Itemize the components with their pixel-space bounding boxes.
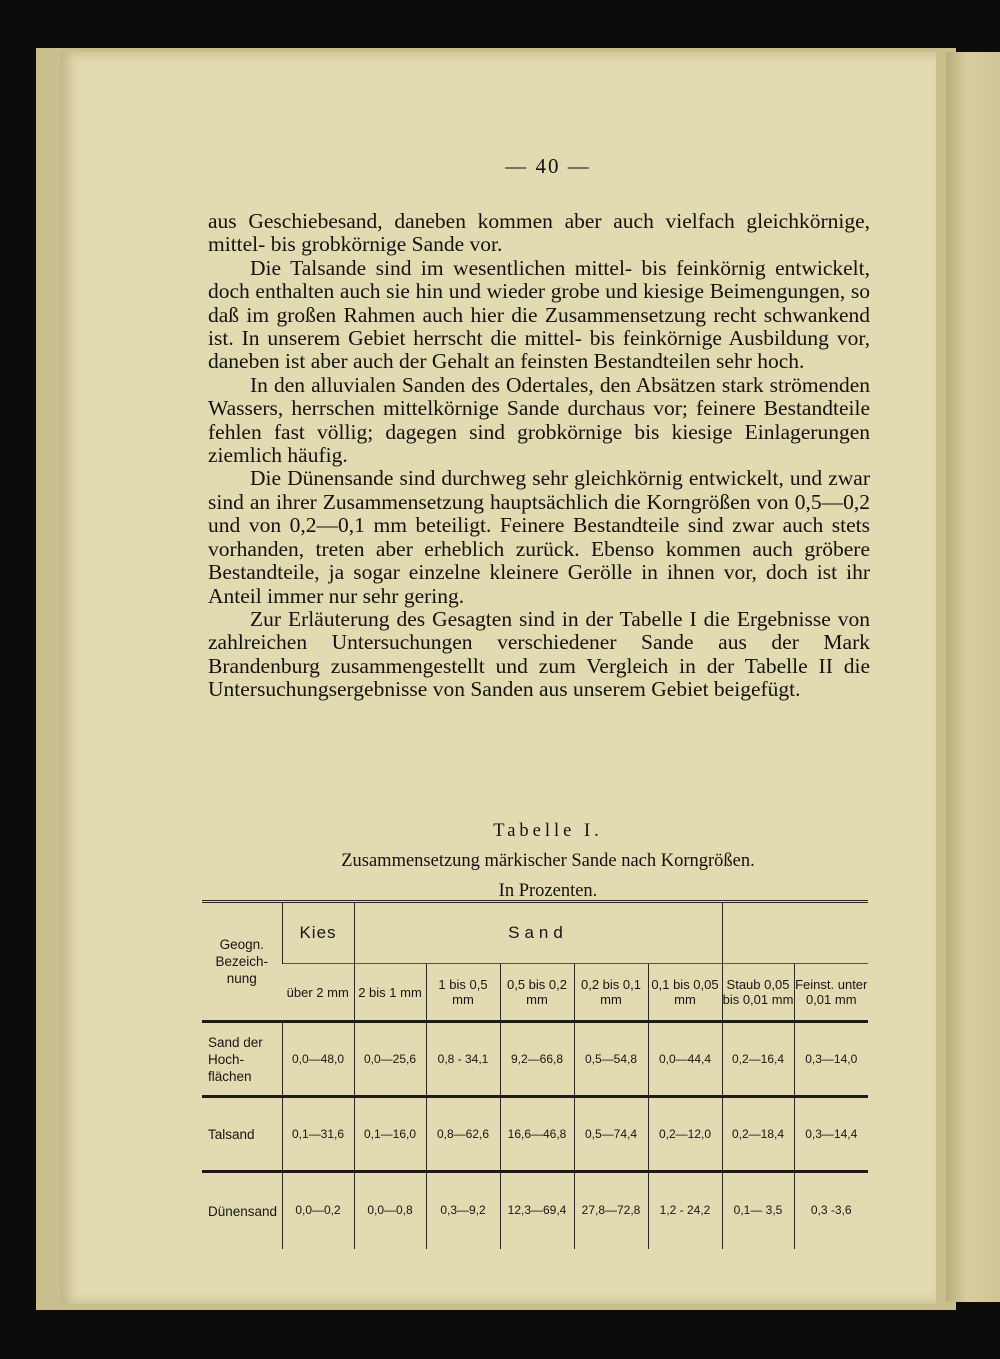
column-header: 2 bis 1 mm (354, 964, 426, 1022)
column-header: 0,1 bis 0,05 mm (648, 964, 722, 1022)
header-sand: Sand (354, 902, 722, 964)
row-label: Dünensand (202, 1172, 282, 1250)
table-cell: 0,0—0,2 (282, 1172, 354, 1250)
header-geogn: Geogn. Bezeich- nung (202, 902, 282, 1022)
column-header: 0,5 bis 0,2 mm (500, 964, 574, 1022)
table-cell: 0,0—0,8 (354, 1172, 426, 1250)
table-cell: 16,6—46,8 (500, 1097, 574, 1172)
table-title: Zusammensetzung märkischer Sande nach Korngrößen. (341, 851, 755, 871)
table-cell: 0,1—16,0 (354, 1097, 426, 1172)
column-header: Feinst. unter 0,01 mm (794, 964, 868, 1022)
table-row (202, 1172, 868, 1250)
table-cell: 1,2 - 24,2 (648, 1172, 722, 1250)
table-cell: 0,3—9,2 (426, 1172, 500, 1250)
table-label: Tabelle I. (493, 821, 603, 841)
column-header: 1 bis 0,5 mm (426, 964, 500, 1022)
table-cell: 0,2—12,0 (648, 1097, 722, 1172)
facing-page (946, 52, 1000, 1302)
paragraph: Die Talsande sind im wesentlichen mittel- bis feinkörnig entwickelt, doch enthalten auch sie hin und wieder grobe und kiesige Beimengungen, so daß im großen Rahmen auch hier die Zusammensetzung recht schwankend ist. In unserem Gebiet herrscht die mittel- bis feinkörnige Ausbildung vor, daneben ist aber auch der Gehalt an feinsten Bestandteilen sehr hoch. (208, 255, 870, 374)
table-cell: 0,8 - 34,1 (426, 1022, 500, 1097)
column-header: 0,2 bis 0,1 mm (574, 964, 648, 1022)
table-cell: 12,3—69,4 (500, 1172, 574, 1250)
table-row (202, 1097, 868, 1172)
body-text (208, 210, 870, 702)
table-cell: 0,0—48,0 (282, 1022, 354, 1097)
table-heading (208, 816, 888, 906)
row-label: Sand der Hoch- flächen (202, 1022, 282, 1097)
table-row (202, 1022, 868, 1097)
column-header: Staub 0,05 bis 0,01 mm (722, 964, 794, 1022)
paragraph: In den alluvialen Sanden des Odertales, den Absätzen stark strömenden Wassers, herrschen mittelkörnige Sande durchaus vor; feinere Bestandteile fehlen fast völlig; dagegen sind grobkörnige bis kiesige Einlagerungen ziemlich häufig. (208, 372, 870, 468)
grain-size-table (202, 900, 868, 1249)
table-cell: 0,2—16,4 (722, 1022, 794, 1097)
page-number: — 40 — (505, 154, 591, 178)
paragraph: aus Geschiebesand, daneben kommen aber auch vielfach gleichkörnige, mittel- bis grobkörnige Sande vor. (208, 209, 870, 257)
table-cell: 0,3 -3,6 (794, 1172, 868, 1250)
header-kies: Kies (282, 902, 354, 964)
table-subtitle: In Prozenten. (498, 881, 598, 901)
table-cell: 27,8—72,8 (574, 1172, 648, 1250)
table-cell: 0,8—62,6 (426, 1097, 500, 1172)
table-cell: 0,0—25,6 (354, 1022, 426, 1097)
table-cell: 0,5—74,4 (574, 1097, 648, 1172)
table-cell: 0,3—14,4 (794, 1097, 868, 1172)
column-header: über 2 mm (282, 964, 354, 1022)
table-cell: 0,3—14,0 (794, 1022, 868, 1097)
table-cell: 0,1—31,6 (282, 1097, 354, 1172)
paragraph: Die Dünensande sind durchweg sehr gleichkörnig entwickelt, und zwar sind an ihrer Zusammensetzung hauptsächlich die Korngrößen von 0,5—0,2 und von 0,2—0,1 mm beteiligt. Feinere Bestandteile sind zwar auch stets vorhanden, treten aber erheblich zurück. Ebenso kommen auch gröbere Bestandteile, ja sogar einzelne kleinere Gerölle in ihnen vor, doch ist ihr Anteil immer nur sehr gering. (208, 466, 870, 608)
table-cell: 0,2—18,4 (722, 1097, 794, 1172)
table-cell: 9,2—66,8 (500, 1022, 574, 1097)
paragraph: Zur Erläuterung des Gesagten sind in der Tabelle I die Ergebnisse von zahlreichen Untersuchungen verschiedener Sande aus der Mark Brandenburg zusammengestellt und zum Vergleich in der Tabelle II die Untersuchungsergebnisse von Sanden aus unserem Gebiet beigefügt. (208, 606, 870, 702)
table-cell: 0,5—54,8 (574, 1022, 648, 1097)
book-page (60, 52, 936, 1304)
row-label: Talsand (202, 1097, 282, 1172)
table-cell: 0,1— 3,5 (722, 1172, 794, 1250)
header-fine-blank (722, 902, 868, 964)
table-cell: 0,0—44,4 (648, 1022, 722, 1097)
